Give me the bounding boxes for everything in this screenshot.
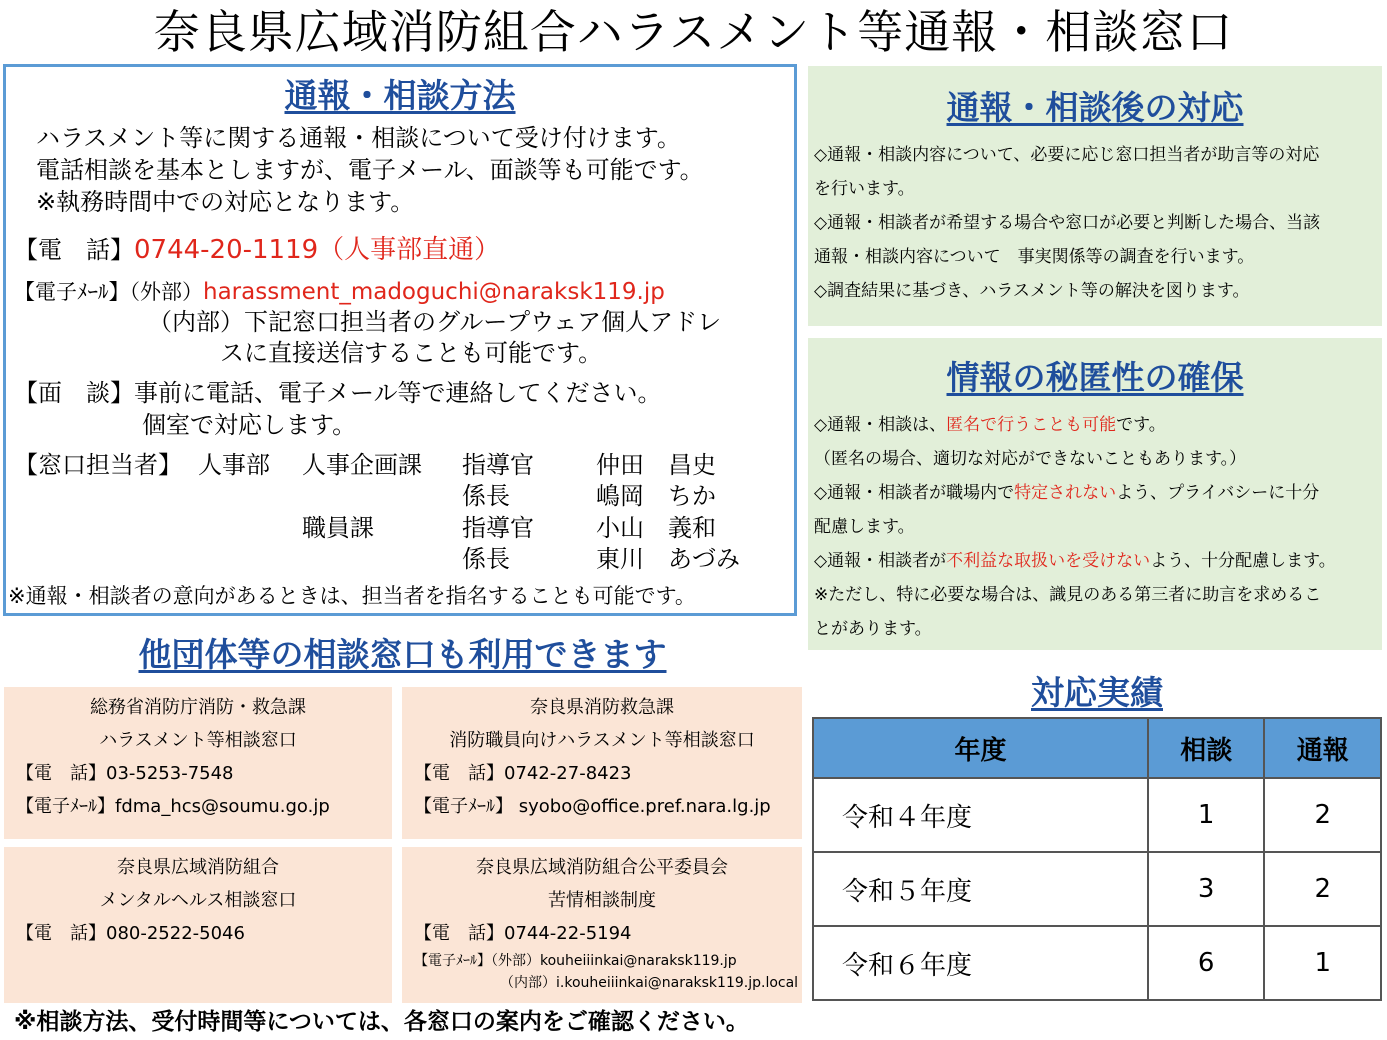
staff-role: 係長 bbox=[462, 482, 510, 510]
org-name: 奈良県広域消防組合公平委員会 bbox=[476, 857, 728, 878]
table-row bbox=[813, 778, 1381, 852]
org-card bbox=[402, 687, 802, 839]
table-cell: 1 bbox=[1148, 778, 1265, 852]
table-row bbox=[813, 926, 1381, 1000]
privacy-line bbox=[814, 408, 1166, 442]
privacy-line: ※ただし、特に必要な場合は、識見のある第三者に助言を求めるこ bbox=[814, 585, 1322, 605]
staff-role: 指導官 bbox=[462, 514, 534, 542]
after-line: ◇調査結果に基づき、ハラスメント等の解決を図ります。 bbox=[814, 281, 1250, 301]
privacy-text: よう、プライバシーに十分 bbox=[1116, 483, 1320, 503]
phone-label: 【電 話】 bbox=[14, 236, 134, 264]
email-row bbox=[14, 276, 665, 308]
table-cell: 令和６年度 bbox=[813, 926, 1148, 1000]
org-email[interactable]: 【電子ﾒｰﾙ】fdma_hcs@soumu.go.jp bbox=[16, 796, 330, 817]
method-intro-line: 電話相談を基本としますが、電子メール、面談等も可能です。 bbox=[36, 156, 704, 184]
staff-section: 職員課 bbox=[302, 514, 374, 542]
org-phone[interactable]: 【電 話】080-2522-5046 bbox=[16, 923, 245, 944]
privacy-line: 配慮します。 bbox=[814, 517, 915, 537]
privacy-highlight: 特定されない bbox=[1014, 483, 1117, 503]
after-title: 通報・相談後の対応 bbox=[946, 88, 1244, 127]
privacy-line bbox=[814, 476, 1319, 510]
after-line: を行います。 bbox=[814, 179, 915, 199]
meeting-text: 個室で対応します。 bbox=[142, 411, 357, 439]
org-desk: メンタルヘルス相談窓口 bbox=[99, 890, 297, 911]
org-name: 総務省消防庁消防・救急課 bbox=[90, 697, 306, 718]
org-desk: 消防職員向けハラスメント等相談窓口 bbox=[449, 730, 755, 751]
org-email[interactable]: （内部）i.kouheiiinkai@naraksk119.jp.local bbox=[500, 975, 799, 991]
method-title: 通報・相談方法 bbox=[284, 76, 516, 115]
privacy-title: 情報の秘匿性の確保 bbox=[946, 358, 1244, 397]
privacy-text: ◇通報・相談は、 bbox=[814, 415, 947, 435]
staff-dept: 人事部 bbox=[198, 451, 270, 479]
org-desk: ハラスメント等相談窓口 bbox=[99, 730, 297, 751]
phone-row bbox=[14, 234, 500, 266]
meeting-label: 【面 談】 bbox=[14, 379, 134, 407]
org-phone[interactable]: 【電 話】0742-27-8423 bbox=[414, 763, 632, 784]
staff-role: 係長 bbox=[462, 545, 510, 573]
table-cell: 2 bbox=[1264, 778, 1381, 852]
staff-name: 小山 義和 bbox=[596, 514, 716, 542]
method-intro-line: ハラスメント等に関する通報・相談について受け付けます。 bbox=[36, 124, 681, 152]
staff-name: 仲田 昌史 bbox=[596, 451, 716, 479]
table-header-cell: 年度 bbox=[813, 718, 1148, 778]
results-table bbox=[812, 717, 1382, 1001]
privacy-text: ◇通報・相談者が職場内で bbox=[814, 483, 1015, 503]
email-label: 【電子ﾒｰﾙ】 bbox=[14, 280, 130, 304]
staff-role: 指導官 bbox=[462, 451, 534, 479]
after-line: ◇通報・相談内容について、必要に応じ窓口担当者が助言等の対応 bbox=[814, 145, 1320, 165]
staff-section: 人事企画課 bbox=[302, 451, 422, 479]
after-line: 通報・相談内容について 事実関係等の調査を行います。 bbox=[814, 247, 1255, 267]
privacy-highlight: 匿名で行うことも可能 bbox=[946, 415, 1117, 435]
email-address[interactable]: harassment_madoguchi@naraksk119.jp bbox=[203, 279, 665, 305]
table-header-row bbox=[813, 718, 1381, 778]
privacy-highlight: 不利益な取扱いを受けない bbox=[946, 551, 1151, 571]
table-header-cell: 相談 bbox=[1148, 718, 1265, 778]
meeting-text: 事前に電話、電子メール等で連絡してください。 bbox=[134, 379, 662, 407]
email-internal-line: （内部）下記窓口担当者のグループウェア個人アドレ bbox=[148, 308, 722, 336]
table-row bbox=[813, 852, 1381, 926]
orgs-title: 他団体等の相談窓口も利用できます bbox=[138, 635, 667, 674]
org-email[interactable]: 【電子ﾒｰﾙ】 syobo@office.pref.nara.lg.jp bbox=[414, 796, 771, 817]
org-desk: 苦情相談制度 bbox=[548, 890, 656, 911]
footer-note: ※相談方法、受付時間等については、各窓口の案内をご確認ください。 bbox=[14, 1009, 749, 1035]
privacy-line: （匿名の場合、適切な対応ができないこともあります。） bbox=[814, 449, 1247, 469]
table-cell: 6 bbox=[1148, 926, 1265, 1000]
privacy-text: です。 bbox=[1116, 415, 1166, 435]
meeting-row bbox=[14, 377, 662, 409]
table-cell: 3 bbox=[1148, 852, 1265, 926]
email-internal-line: スに直接送信することも可能です。 bbox=[220, 339, 603, 367]
org-card bbox=[402, 847, 802, 1003]
org-name: 奈良県消防救急課 bbox=[530, 697, 674, 718]
staff-name: 東川 あづみ bbox=[596, 545, 740, 573]
email-ext-label: （外部） bbox=[129, 280, 203, 304]
org-name: 奈良県広域消防組合 bbox=[117, 857, 279, 878]
after-box bbox=[808, 66, 1382, 326]
after-line: ◇通報・相談者が希望する場合や窓口が必要と判断した場合、当該 bbox=[814, 213, 1321, 233]
privacy-line bbox=[814, 544, 1336, 578]
org-email[interactable]: 【電子ﾒｰﾙ】（外部）kouheiiinkai@naraksk119.jp bbox=[414, 953, 737, 969]
table-cell: 令和４年度 bbox=[813, 778, 1148, 852]
privacy-text: ◇通報・相談者が bbox=[814, 551, 947, 571]
table-cell: 1 bbox=[1264, 926, 1381, 1000]
table-cell: 2 bbox=[1264, 852, 1381, 926]
method-note: ※通報・相談者の意向があるときは、担当者を指名することも可能です。 bbox=[8, 584, 696, 608]
phone-number[interactable]: 0744-20-1119（人事部直通） bbox=[134, 235, 501, 265]
staff-label: 【窓口担当者】 bbox=[14, 451, 182, 479]
method-intro-line: ※執務時間中での対応となります。 bbox=[36, 188, 415, 216]
results-title: 対応実績 bbox=[1031, 673, 1163, 712]
privacy-text: よう、十分配慮します。 bbox=[1150, 551, 1336, 571]
org-card bbox=[4, 687, 392, 839]
staff-name: 嶋岡 ちか bbox=[596, 482, 716, 510]
org-card bbox=[4, 847, 392, 1003]
privacy-line: とがあります。 bbox=[814, 619, 932, 639]
table-header-cell: 通報 bbox=[1264, 718, 1381, 778]
table-cell: 令和５年度 bbox=[813, 852, 1148, 926]
page-title: 奈良県広域消防組合ハラスメント等通報・相談窓口 bbox=[153, 5, 1234, 59]
org-phone[interactable]: 【電 話】03-5253-7548 bbox=[16, 763, 234, 784]
privacy-box bbox=[808, 338, 1382, 650]
org-phone[interactable]: 【電 話】0744-22-5194 bbox=[414, 923, 632, 944]
